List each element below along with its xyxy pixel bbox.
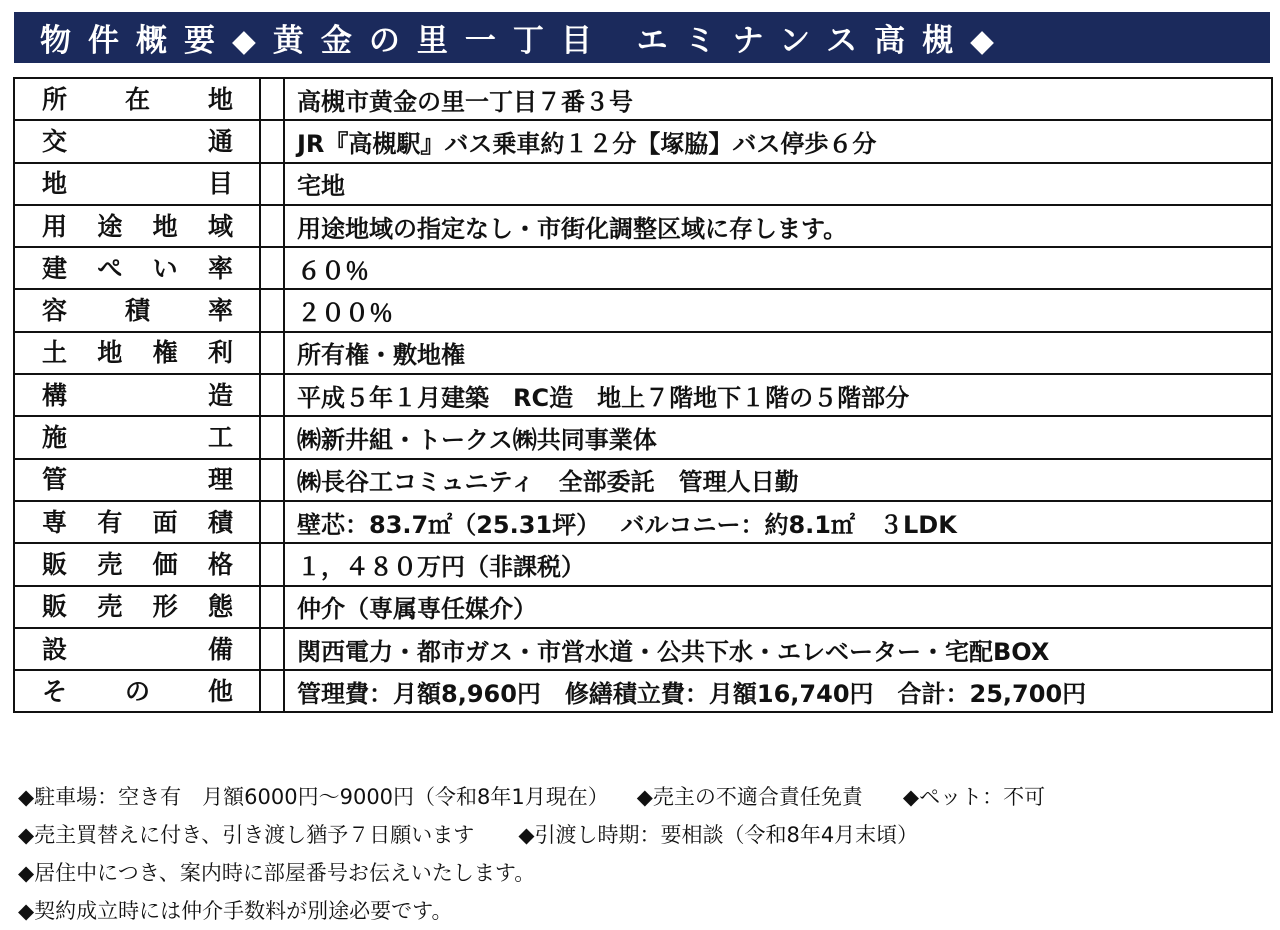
table-row bbox=[14, 78, 1272, 120]
row-spacer bbox=[260, 163, 284, 205]
row-value-text: ２００％ bbox=[297, 299, 393, 328]
row-label-text: 販 売 形 態 bbox=[42, 592, 233, 622]
row-label bbox=[14, 247, 260, 289]
row-value-text: 宅地 bbox=[297, 172, 345, 201]
row-spacer bbox=[260, 120, 284, 162]
notes-section bbox=[18, 778, 1268, 930]
row-value-text: ㈱長谷工コミュニティ 全部委託 管理人日勤 bbox=[297, 468, 799, 497]
note-line bbox=[18, 816, 1268, 854]
property-spec-table bbox=[13, 77, 1273, 713]
row-value-text: ㈱新井組・トークス㈱共同事業体 bbox=[297, 426, 657, 455]
row-value bbox=[284, 501, 1272, 543]
row-spacer bbox=[260, 289, 284, 331]
row-label-text: 交 通 bbox=[42, 126, 233, 156]
note-item: ◆契約成立時には仲介手数料が別途必要です。 bbox=[18, 899, 453, 923]
table-row bbox=[14, 459, 1272, 501]
note-item: ◆売主の不適合責任免責 bbox=[636, 785, 863, 809]
row-label-text: 専 有 面 積 bbox=[42, 507, 233, 537]
table-row bbox=[14, 205, 1272, 247]
note-line bbox=[18, 854, 1268, 892]
row-value bbox=[284, 247, 1272, 289]
row-value-text: JR『高槻駅』バス乗車約１２分【塚脇】バス停歩６分 bbox=[297, 129, 877, 158]
row-spacer bbox=[260, 416, 284, 458]
table-row bbox=[14, 416, 1272, 458]
row-value bbox=[284, 205, 1272, 247]
note-item: ◆駐車場：空き有 月額6000円～9000円（令和8年1月現在） bbox=[18, 785, 609, 809]
row-label bbox=[14, 163, 260, 205]
table-row bbox=[14, 628, 1272, 670]
row-value bbox=[284, 374, 1272, 416]
row-label bbox=[14, 374, 260, 416]
table-row bbox=[14, 120, 1272, 162]
row-spacer bbox=[260, 543, 284, 585]
row-label-text: 所 在 地 bbox=[42, 84, 233, 114]
row-spacer bbox=[260, 205, 284, 247]
table-row bbox=[14, 289, 1272, 331]
row-value-text: 高槻市黄金の里一丁目７番３号 bbox=[297, 87, 633, 116]
row-spacer bbox=[260, 374, 284, 416]
row-value bbox=[284, 289, 1272, 331]
page-title: 物件概要◆黄金の里一丁目 エミナンス高槻◆ bbox=[40, 23, 1011, 59]
row-value bbox=[284, 78, 1272, 120]
note-item: ◆居住中につき、案内時に部屋番号お伝えいたします。 bbox=[18, 861, 536, 885]
row-label bbox=[14, 670, 260, 712]
row-label-text: 建 ぺ い 率 bbox=[42, 253, 233, 283]
row-label-text: 販 売 価 格 bbox=[42, 549, 233, 579]
row-value-text: 所有権・敷地権 bbox=[297, 341, 465, 370]
row-label-text: 管 理 bbox=[42, 465, 233, 495]
row-spacer bbox=[260, 628, 284, 670]
row-label bbox=[14, 543, 260, 585]
note-item: ◆引渡し時期：要相談（令和8年4月末頃） bbox=[518, 823, 919, 847]
table-row bbox=[14, 374, 1272, 416]
row-spacer bbox=[260, 247, 284, 289]
row-value-text: １，４８０万円（非課税） bbox=[297, 552, 585, 581]
row-value bbox=[284, 163, 1272, 205]
row-value-text: ６０％ bbox=[297, 256, 369, 285]
row-label-text: 設 備 bbox=[42, 634, 233, 664]
row-value-text: 平成５年１月建築 RC造 地上７階地下１階の５階部分 bbox=[297, 383, 910, 412]
row-label bbox=[14, 628, 260, 670]
note-item: ◆売主買替えに付き、引き渡し猶予７日願います bbox=[18, 823, 475, 847]
row-spacer bbox=[260, 459, 284, 501]
row-value bbox=[284, 120, 1272, 162]
row-value bbox=[284, 332, 1272, 374]
row-value bbox=[284, 586, 1272, 628]
spec-table-body bbox=[14, 78, 1272, 712]
row-value bbox=[284, 670, 1272, 712]
row-label-text: 構 造 bbox=[42, 380, 233, 410]
row-spacer bbox=[260, 586, 284, 628]
row-label-text: そ の 他 bbox=[42, 676, 233, 706]
row-label bbox=[14, 416, 260, 458]
row-label-text: 地 目 bbox=[42, 169, 233, 199]
row-value bbox=[284, 459, 1272, 501]
table-row bbox=[14, 501, 1272, 543]
row-label bbox=[14, 586, 260, 628]
row-spacer bbox=[260, 501, 284, 543]
row-value-text: 関西電力・都市ガス・市営水道・公共下水・エレベーター・宅配BOX bbox=[297, 637, 1050, 666]
row-label-text: 施 工 bbox=[42, 423, 233, 453]
row-value-text: 壁芯：83.7㎡（25.31坪） バルコニー：約8.1㎡ ３LDK bbox=[297, 510, 957, 539]
row-value-text: 管理費：月額8,960円 修繕積立費：月額16,740円 合計：25,700円 bbox=[297, 679, 1087, 708]
row-value bbox=[284, 628, 1272, 670]
row-label bbox=[14, 459, 260, 501]
row-value-text: 用途地域の指定なし・市街化調整区域に存します。 bbox=[297, 214, 848, 243]
row-label bbox=[14, 120, 260, 162]
table-row bbox=[14, 332, 1272, 374]
row-label bbox=[14, 289, 260, 331]
row-label bbox=[14, 501, 260, 543]
table-row bbox=[14, 163, 1272, 205]
row-value bbox=[284, 416, 1272, 458]
row-label bbox=[14, 205, 260, 247]
row-spacer bbox=[260, 670, 284, 712]
note-item: ◆ペット：不可 bbox=[902, 785, 1046, 809]
table-row bbox=[14, 586, 1272, 628]
row-spacer bbox=[260, 78, 284, 120]
row-spacer bbox=[260, 332, 284, 374]
title-bar bbox=[14, 12, 1270, 63]
table-row bbox=[14, 247, 1272, 289]
row-label bbox=[14, 332, 260, 374]
row-label-text: 用 途 地 域 bbox=[42, 211, 233, 241]
row-value-text: 仲介（専属専任媒介） bbox=[297, 595, 537, 624]
table-row bbox=[14, 543, 1272, 585]
table-row bbox=[14, 670, 1272, 712]
note-line bbox=[18, 892, 1268, 930]
row-value bbox=[284, 543, 1272, 585]
note-line bbox=[18, 778, 1268, 816]
row-label bbox=[14, 78, 260, 120]
row-label-text: 容 積 率 bbox=[42, 296, 233, 326]
row-label-text: 土 地 権 利 bbox=[42, 338, 233, 368]
